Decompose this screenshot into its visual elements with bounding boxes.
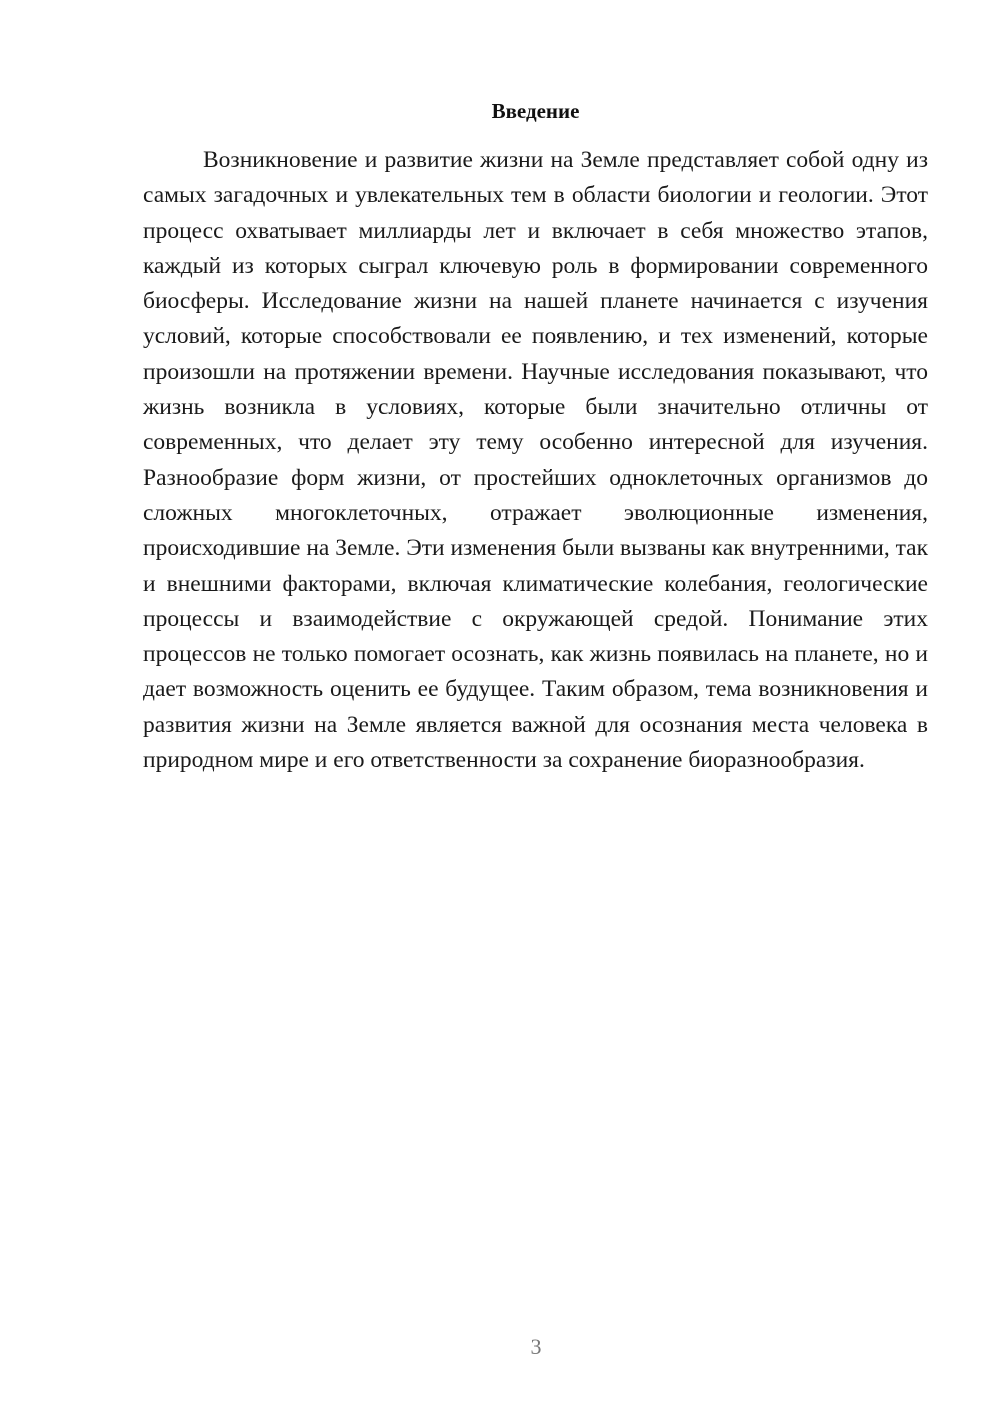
- body-paragraph: Возникновение и развитие жизни на Земле представляет собой одну из самых загадочных и увлекательных тем в области биологии и геологии. Этот процесс охватывает миллиарды лет и включает в себя множество этапов, каждый из которых сыграл ключевую роль в формировании современного биосферы. Исследование жизни на нашей планете начинается с изучения условий, которые способствовали ее появлению, и тех изменений, которые произошли на протяжении времени. Научные исследования показывают, что жизнь возникла в условиях, которые были значительно отличны от современных, что делает эту тему особенно интересной для изучения. Разнообразие форм жизни, от простейших одноклеточных организмов до сложных многоклеточных, отражает эволюционные изменения, происходившие на Земле. Эти изменения были вызваны как внутренними, так и внешними факторами, включая климатические колебания, геологические процессы и взаимодействие с окружающей средой. Понимание этих процессов не только помогает осознать, как жизнь появилась на планете, но и дает возможность оценить ее будущее. Таким образом, тема возникновения и развития жизни на Земле является важной для осознания места человека в природном мире и его ответственности за сохранение биоразнообразия.: [143, 147, 928, 774]
- section-heading: Введение: [491, 99, 580, 123]
- page-number: 3: [530, 1334, 542, 1359]
